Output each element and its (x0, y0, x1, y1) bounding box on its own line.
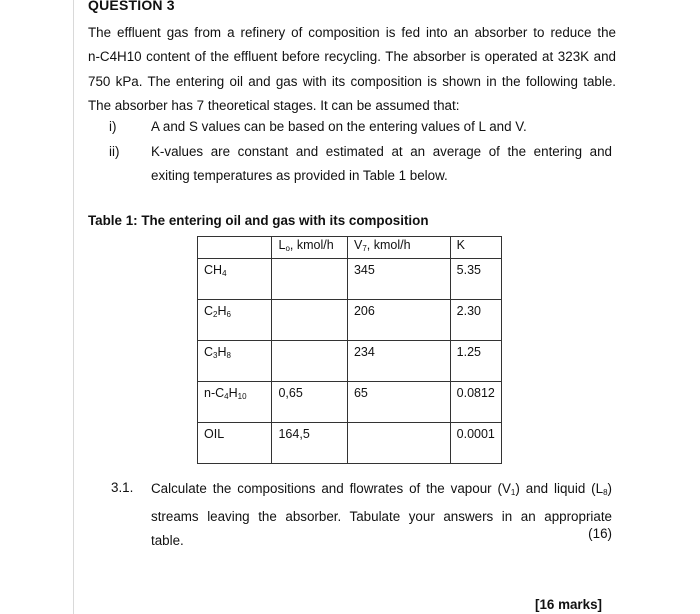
table-title: Table 1: The entering oil and gas with its composition (88, 213, 429, 228)
header-k: K (450, 237, 501, 259)
page-margin-line (73, 0, 74, 614)
subquestion-line: table. (151, 533, 184, 549)
v7-cell: 234 (347, 341, 450, 382)
v7-cell: 206 (347, 300, 450, 341)
v7-cell: 345 (347, 259, 450, 300)
k-cell: 5.35 (450, 259, 501, 300)
v7-cell: 65 (347, 382, 450, 423)
l0-cell (272, 300, 347, 341)
assumption-number: i) (109, 119, 117, 134)
subquestion-text (151, 477, 612, 554)
k-cell: 2.30 (450, 300, 501, 341)
v7-cell (347, 423, 450, 464)
l0-cell: 164,5 (272, 423, 347, 464)
subquestion-marks: (16) (588, 526, 612, 541)
k-cell: 0.0812 (450, 382, 501, 423)
assumption-number: ii) (109, 144, 120, 159)
assumption-text: A and S values can be based on the entering values of L and V. (151, 119, 527, 134)
table-header-row (198, 237, 502, 259)
table-row (198, 259, 502, 300)
intro-line: n-C4H10 content of the effluent before recycling. The absorber is operated at 323K and (88, 49, 616, 65)
header-v7: $V_7$, kmol/h (347, 237, 450, 259)
component-cell: $C_2H_6$ (198, 300, 272, 341)
l0-cell (272, 341, 347, 382)
component-cell: OIL (198, 423, 272, 464)
header-l0: $L_o$, kmol/h (272, 237, 347, 259)
table-row (198, 300, 502, 341)
intro-line: The absorber has 7 theoretical stages. It can be assumed that: (88, 98, 460, 114)
table-row (198, 423, 502, 464)
intro-line: 750 kPa. The entering oil and gas with its composition is shown in the following table. (88, 73, 616, 89)
assumption-text: exiting temperatures as provided in Table 1 below. (151, 168, 448, 183)
header-component (198, 237, 272, 259)
l0-cell: 0,65 (272, 382, 347, 423)
question-heading: QUESTION 3 (88, 0, 175, 13)
subquestion-line: streams leaving the absorber. Tabulate your answers in an appropriate (151, 509, 612, 525)
table-row (198, 341, 502, 382)
intro-line: The effluent gas from a refinery of composition is fed into an absorber to reduce the (88, 25, 616, 40)
assumption-text: K-values are constant and estimated at an average of the entering and (151, 144, 612, 159)
l0-cell (272, 259, 347, 300)
composition-table (197, 236, 502, 464)
subquestion-number: 3.1. (111, 480, 134, 495)
k-cell: 0.0001 (450, 423, 501, 464)
component-cell: $C_3H_8$ (198, 341, 272, 382)
k-cell: 1.25 (450, 341, 501, 382)
subquestion-line: Calculate the compositions and flowrates of the vapour $(V_1)$ and liquid $(L_8)$ (151, 481, 613, 497)
component-cell: $n-C_4H_{10}$ (198, 382, 272, 423)
total-marks: [16 marks] (535, 597, 602, 612)
question-intro (88, 21, 616, 119)
table-row (198, 382, 502, 423)
component-cell: $CH_4$ (198, 259, 272, 300)
